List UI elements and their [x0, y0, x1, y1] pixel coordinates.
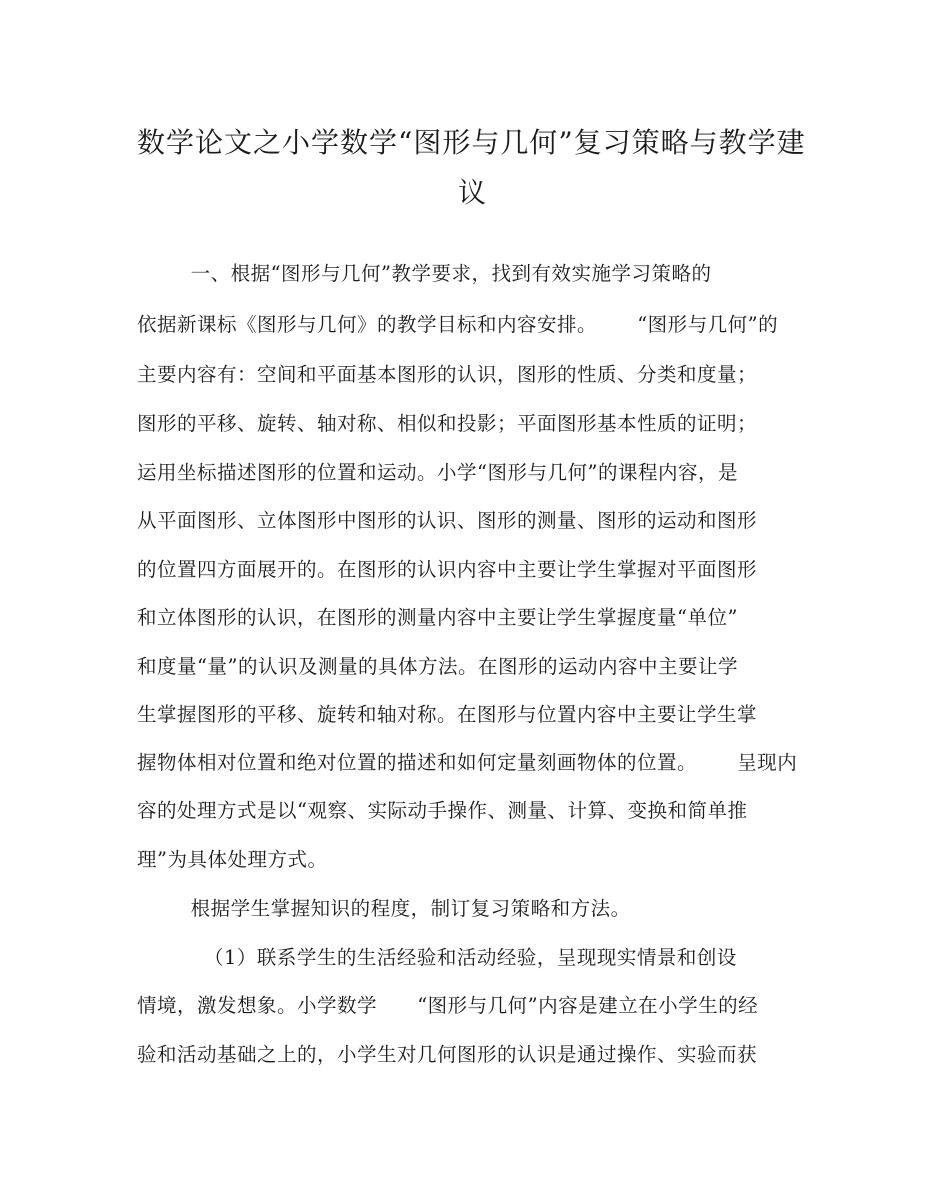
- paragraph-line: 依据新课标《图形与几何》的教学目标和内容安排。 “图形与几何”的: [137, 313, 779, 336]
- paragraph-line: 验和活动基础之上的，小学生对几何图形的认识是通过操作、实验而获: [137, 1043, 758, 1066]
- paragraph-line: 理”为具体处理方式。: [137, 848, 328, 871]
- paragraph-line: 运用坐标描述图形的位置和运动。小学“图形与几何”的课程内容，是: [137, 461, 738, 484]
- document-title-line-1: 数学论文之小学数学“图形与几何”复习策略与教学建: [137, 126, 806, 159]
- paragraph-line: 从平面图形、立体图形中图形的认识、图形的测量、图形的运动和图形: [137, 509, 758, 532]
- paragraph-line: 的位置四方面展开的。在图形的认识内容中主要让学生掌握对平面图形: [137, 558, 758, 581]
- document-title-line-2: 议: [458, 176, 488, 209]
- paragraph-line: 情境，激发想象。小学数学 “图形与几何”内容是建立在小学生的经: [137, 994, 759, 1017]
- paragraph-line: 和度量“量”的认识及测量的具体方法。在图形的运动内容中主要让学: [137, 655, 738, 678]
- paragraph-line: 握物体相对位置和绝对位置的描述和如何定量刻画物体的位置。 呈现内: [137, 751, 798, 774]
- paragraph-line: （1）联系学生的生活经验和活动经验，呈现现实情景和创设: [137, 946, 737, 969]
- paragraph-line: 一、根据“图形与几何”教学要求，找到有效实施学习策略的: [137, 262, 712, 285]
- paragraph-line: 和立体图形的认识，在图形的测量内容中主要让学生掌握度量“单位”: [137, 606, 738, 629]
- paragraph-line: 生掌握图形的平移、旋转和轴对称。在图形与位置内容中主要让学生掌: [137, 703, 758, 726]
- paragraph-line: 容的处理方式是以“观察、实际动手操作、测量、计算、变换和简单推: [137, 799, 748, 822]
- paragraph-line: 主要内容有：空间和平面基本图形的认识，图形的性质、分类和度量；: [137, 363, 758, 386]
- paragraph-line: 图形的平移、旋转、轴对称、相似和投影；平面图形基本性质的证明；: [137, 412, 758, 435]
- paragraph-line: 根据学生掌握知识的程度，制订复习策略和方法。: [137, 897, 631, 920]
